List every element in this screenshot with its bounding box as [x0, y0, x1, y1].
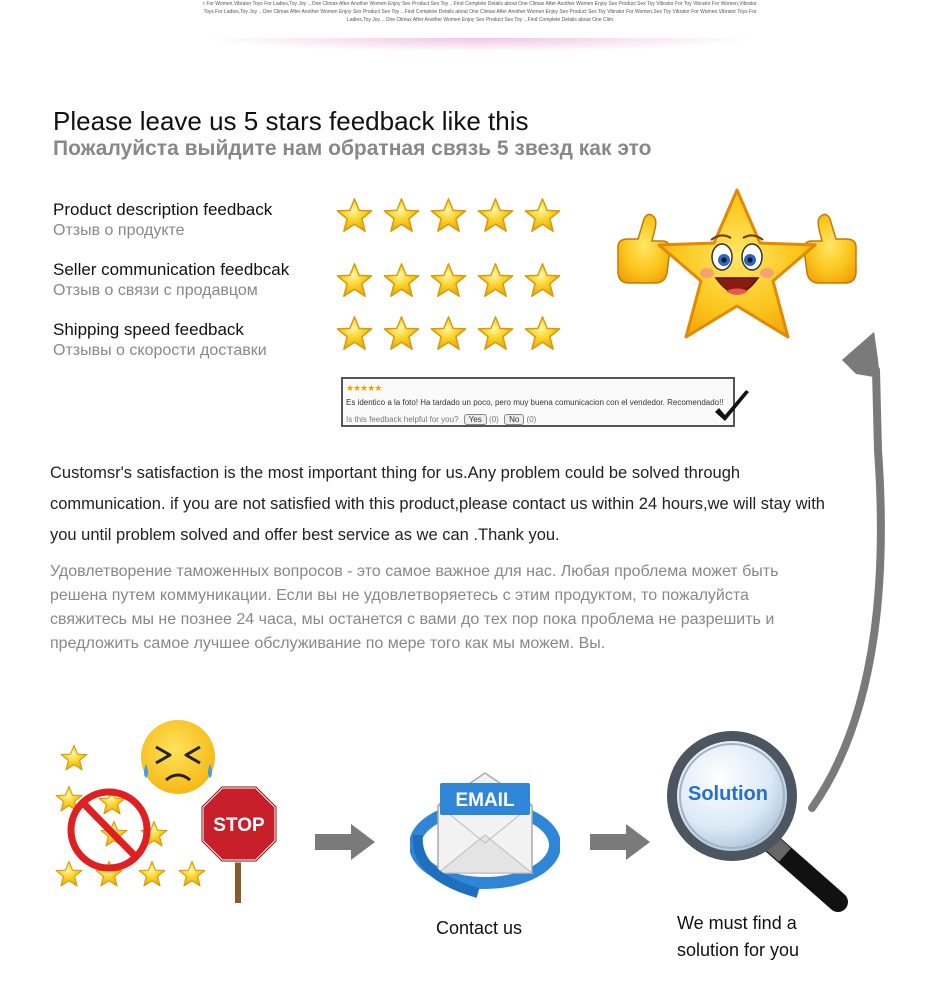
gold-star-icon [336, 197, 373, 234]
feedback-subtitle: Отзыв о продукте [53, 222, 185, 239]
page-title: Please leave us 5 stars feedback like this [53, 106, 529, 136]
feedback-subtitle: Отзыв о связи с продавцом [53, 282, 258, 299]
satisfaction-text-en: Customsr's satisfaction is the most important thing for us.Any problem could be solved through communication. if you are not satisfied with this product,please contact us within 24 hours,we will stay with you until problem solved and offer best service as we can .Thank you. [50, 464, 825, 544]
gold-star-icon [477, 315, 514, 352]
solution-caption [677, 910, 799, 964]
review-text: Es identico a la foto! Ha tardado un poco, pero muy buena comunicacion con el vendedor. Recomendado!! [346, 398, 724, 407]
sad-face-icon [141, 720, 215, 794]
gold-star-icon [336, 262, 373, 299]
contact-caption: Contact us [436, 918, 523, 938]
solution-label: Solution [688, 783, 768, 805]
rating-stars-product [336, 197, 561, 234]
banner-divider [200, 38, 760, 52]
yes-button[interactable]: Yes [464, 414, 487, 425]
email-envelope-icon [410, 765, 560, 905]
magnifier-icon [660, 730, 855, 915]
check-mark-icon [712, 388, 752, 428]
feedback-row-product [53, 200, 272, 240]
no-button[interactable]: No [504, 414, 524, 425]
feedback-title: Shipping speed feedback [53, 320, 244, 339]
gold-star-icon [383, 262, 420, 299]
gold-star-icon [477, 262, 514, 299]
solution-caption-line: We must find a [677, 913, 797, 933]
no-count: (0) [526, 415, 537, 424]
yes-count: (0) [489, 415, 499, 424]
gold-star-icon [336, 315, 373, 352]
right-arrow-icon [590, 822, 652, 862]
top-banner-text: r For Women,Vibrator Toys For Ladies,Toy Joy ...One Climax After Another Women Enjoy Sex Product Sex Toy ...Find Complete Details about One Climax After Another Women Enjoy Sex Product Sex Toy Vibrator For Toy Vibrator For Women,Vibrator Toys For Ladies,Toy Joy ...One Climax After Another Women Enjoy Sex Product Sex Toy ...Find Complete Details about One Climax After Another Women Enjoy Sex Product Sex Toy Vibrator For Women,Sex Toy Vibrator For Women,Vibrator Toys For Ladies,Toy Joy ...One Climax After Another Women Enjoy Sex Product Sex Toy ...Find Complete Details about One Clim [203, 1, 757, 23]
gold-star-icon [383, 197, 420, 234]
helpful-question: Is this feedback helpful for you? [346, 415, 459, 424]
review-stars: ★★★★★ [346, 383, 382, 393]
feedback-row-communication [53, 260, 289, 300]
rating-stars-communication [336, 262, 561, 299]
gold-star-icon [430, 262, 467, 299]
happy-star-mascot-icon [612, 185, 862, 350]
gold-star-icon [477, 197, 514, 234]
review-helpful-row [346, 414, 536, 425]
email-label: EMAIL [455, 790, 515, 811]
gold-star-icon [524, 262, 561, 299]
feedback-row-shipping [53, 320, 267, 360]
gold-star-icon [430, 315, 467, 352]
stop-sign-label: STOP [213, 815, 265, 836]
feedback-subtitle: Отзывы о скорости доставки [53, 342, 267, 359]
right-arrow-icon [315, 822, 377, 862]
satisfaction-text-ru: Удовлетворение таможенных вопросов - это самое важное для нас. Любая проблема может быть решена путем коммуникации. Если вы не удовлетворяетесь с этим продуктом, то пожалуйста свяжитесь мы не познее 24 часа, мы останется с вами до тех пор пока проблема не разрешить и предложить самое лучшее обслуживание по мере того как мы можем. Вы. [50, 563, 779, 652]
feedback-title: Seller communication feedbcak [53, 260, 290, 279]
gold-star-icon [383, 315, 420, 352]
gold-star-icon [524, 315, 561, 352]
gold-star-icon [430, 197, 467, 234]
feedback-title: Product description feedback [53, 200, 273, 219]
stop-sign-icon [200, 785, 280, 905]
solution-caption-line: solution for you [677, 940, 800, 960]
sample-review-box [341, 377, 735, 427]
gold-star-icon [524, 197, 561, 234]
page-title-ru: Пожалуйста выйдите нам обратная связь 5 звезд как это [53, 137, 652, 160]
rating-stars-shipping [336, 315, 561, 352]
